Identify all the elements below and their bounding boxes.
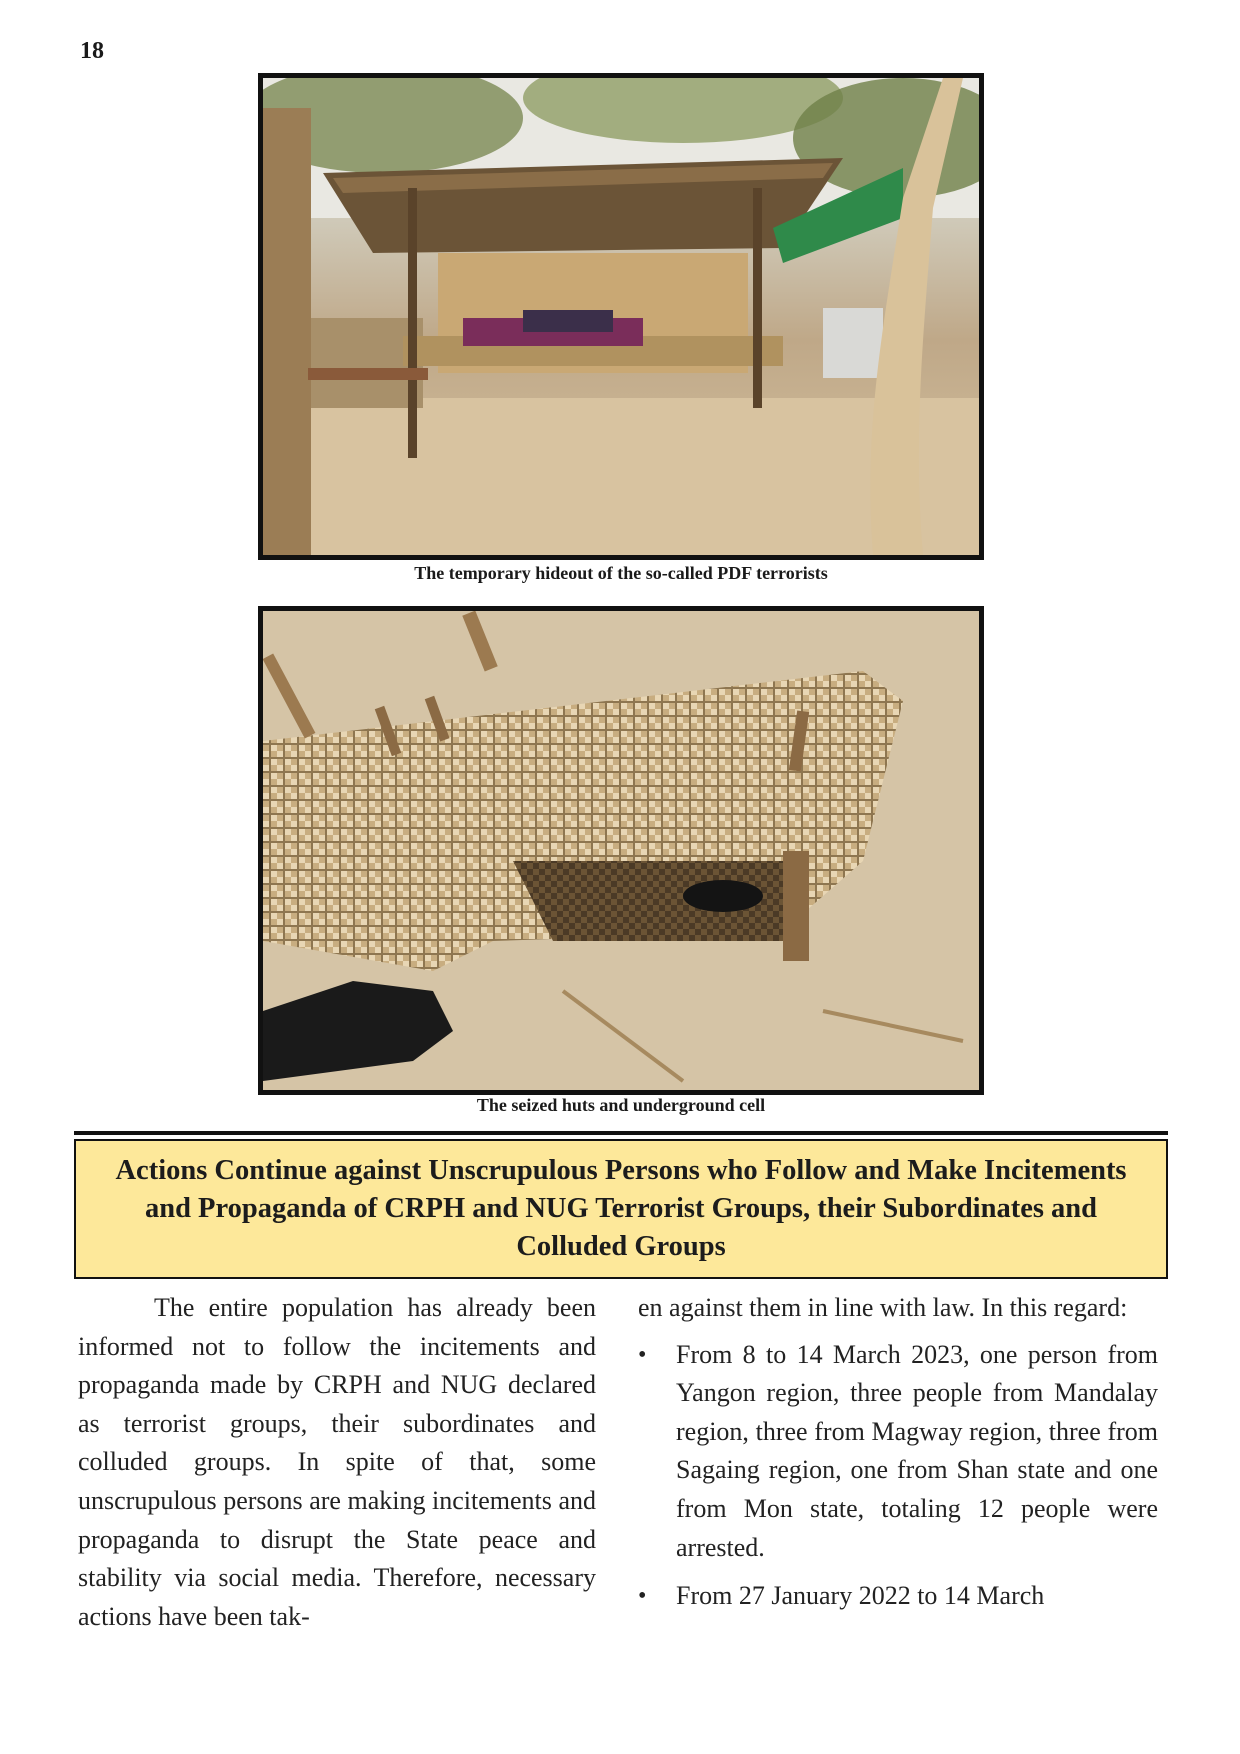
bullet-list	[638, 1336, 1158, 1616]
left-column	[78, 1289, 596, 1636]
hideout-caption: The temporary hideout of the so-called PDF terrorists	[414, 563, 828, 583]
bullet-item: • From 27 January 2022 to 14 March	[638, 1577, 1158, 1616]
hideout-illustration	[263, 78, 979, 555]
bullet-item: • From 8 to 14 March 2023, one person from Yangon region, three people from Mandalay region, three from Magway region, three from Sagaing region, one from Shan state and one from Mon state, totaling 12 people were arrested.	[638, 1336, 1158, 1568]
underground-cell-illustration	[263, 611, 979, 1090]
hideout-photo	[258, 73, 984, 560]
article-headline: Actions Continue against Unscrupulous Persons who Follow and Make Incitements and Propaganda of CRPH and NUG Terrorist Groups, their Subordinates and Colluded Groups	[115, 1155, 1127, 1262]
right-column	[638, 1289, 1158, 1626]
section-divider	[74, 1131, 1168, 1135]
body-paragraph: The entire population has already been informed not to follow the incitements and propaganda made by CRPH and NUG declared as terrorist groups, their subordinates and colluded groups. In spite of that, some unscrupulous persons are making incitements and propaganda to disrupt the State peace and stability via social media. Therefore, necessary actions have been tak-	[78, 1293, 596, 1631]
headline-box	[74, 1139, 1168, 1279]
underground-cell-caption: The seized huts and underground cell	[476, 1095, 766, 1115]
underground-cell-photo	[258, 606, 984, 1095]
page-number: 18	[80, 38, 104, 64]
body-paragraph-continued: en against them in line with law. In this regard:	[638, 1293, 1128, 1322]
